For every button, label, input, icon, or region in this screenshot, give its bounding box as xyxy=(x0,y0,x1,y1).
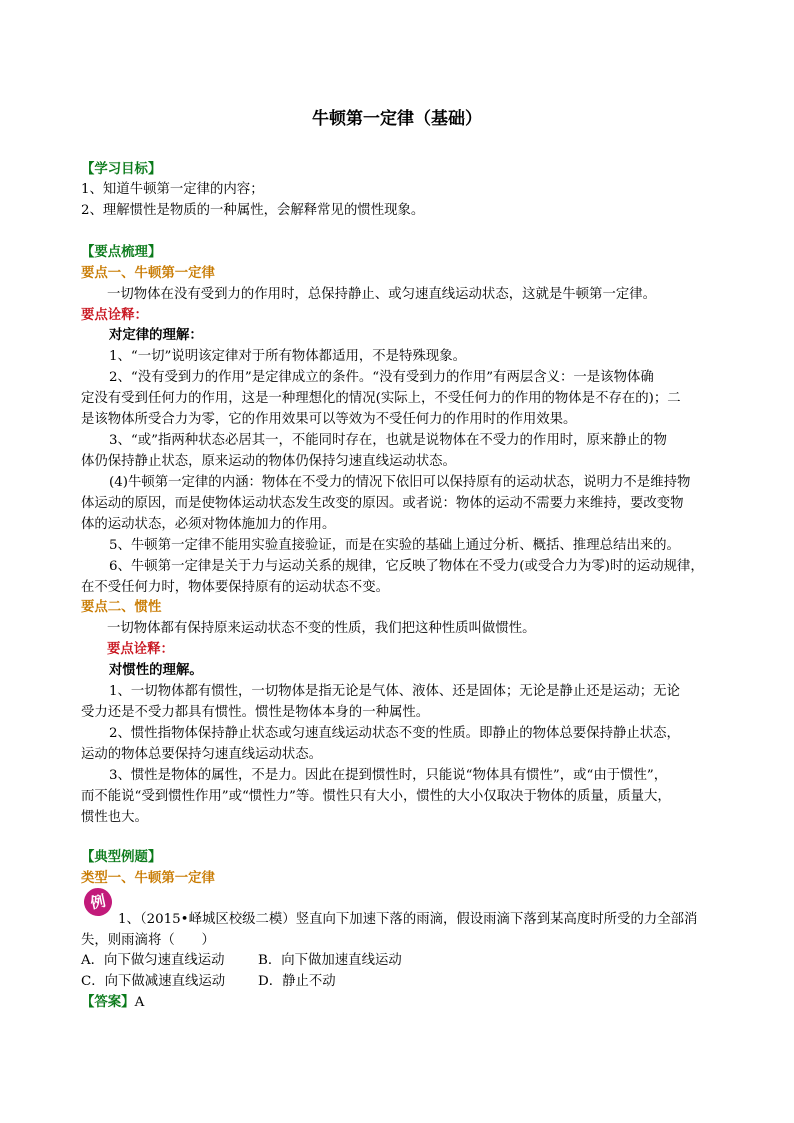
point2-line: 3、惯性是物体的属性，不是力。因此在提到惯性时，只能说“物体具有惯性”，或“由于惯性”， xyxy=(109,768,668,783)
objective-item: 2、理解惯性是物质的一种属性，会解释常见的惯性现象。 xyxy=(81,203,425,218)
example-type1-heading: 类型一、牛顿第一定律 xyxy=(81,871,215,886)
answer-value: A xyxy=(134,995,145,1010)
page-title: 牛顿第一定律（基础） xyxy=(312,109,482,129)
point1-line: 1、“一切”说明该定律对于所有物体都适用，不是特殊现象。 xyxy=(109,349,466,364)
point2-statement: 一切物体都有保持原来运动状态不变的性质，我们把这种性质叫做惯性。 xyxy=(107,621,536,636)
option-c: C．向下做减速直线运动 xyxy=(81,974,226,989)
option-d: D．静止不动 xyxy=(258,974,336,989)
point1-explain-label: 要点诠释： xyxy=(81,308,148,323)
option-b: B．向下做加速直线运动 xyxy=(258,953,402,968)
point2-heading: 要点二、惯性 xyxy=(81,600,162,615)
key-points-heading: 【要点梳理】 xyxy=(81,245,162,260)
point2-line: 惯性也大。 xyxy=(81,810,148,825)
point2-sub-heading: 对惯性的理解。 xyxy=(109,663,203,678)
point1-line: 2、“没有受到力的作用”是定律成立的条件。“没有受到力的作用”有两层含义：一是该物体确 xyxy=(109,370,654,385)
point2-line: 2、惯性指物体保持静止状态或匀速直线运动状态不变的性质。即静止的物体总要保持静止状态， xyxy=(109,726,680,741)
point2-line: 而不能说“受到惯性作用”或“惯性力”等。惯性只有大小，惯性的大小仅取决于物体的质量，质量大， xyxy=(81,789,671,804)
point1-line: 6、牛顿第一定律是关于力与运动关系的规律，它反映了物体在不受力(或受合力为零)时的运动规律， xyxy=(109,559,704,574)
question-line: 失，则雨滴将（ ） xyxy=(81,933,215,948)
point1-sub-heading: 对定律的理解： xyxy=(109,328,203,343)
point2-line: 受力还是不受力都具有惯性。惯性是物体本身的一种属性。 xyxy=(81,705,430,720)
point1-line: (4)牛顿第一定律的内涵：物体在不受力的情况下依旧可以保持原有的运动状态，说明力不是维持物 xyxy=(109,475,691,490)
point1-line: 定没有受到任何力的作用，这是一种理想化的情况(实际上，不受任何力的作用的物体是不存在的)；二 xyxy=(81,391,681,406)
point1-line: 是该物体所受合力为零，它的作用效果可以等效为不受任何力的作用时的作用效果。 xyxy=(81,412,577,427)
answer-line xyxy=(81,993,144,1013)
objectives-heading: 【学习目标】 xyxy=(81,162,162,177)
objective-item: 1、知道牛顿第一定律的内容； xyxy=(81,182,264,197)
point1-line: 体的运动状态，必须对物体施加力的作用。 xyxy=(81,517,336,532)
example-badge-icon: 例 xyxy=(81,885,114,918)
question-line: 1、（2015•峄城区校级二模）竖直向下加速下落的雨滴，假设雨滴下落到某高度时所受的力全部消 xyxy=(118,912,698,927)
point1-line: 体仍保持静止状态，原来运动的物体仍保持匀速直线运动状态。 xyxy=(81,454,456,469)
point1-statement: 一切物体在没有受到力的作用时，总保持静止、或匀速直线运动状态，这就是牛顿第一定律。 xyxy=(107,287,657,302)
point2-line: 运动的物体总要保持匀速直线运动状态。 xyxy=(81,747,323,762)
point1-heading: 要点一、牛顿第一定律 xyxy=(81,266,215,281)
examples-heading: 【典型例题】 xyxy=(81,850,162,865)
answer-label: 【答案】 xyxy=(81,995,135,1010)
point2-explain-label: 要点诠释： xyxy=(107,642,174,657)
point1-line: 在不受任何力时，物体要保持原有的运动状态不变。 xyxy=(81,580,389,595)
point1-line: 3、“或”指两种状态必居其一，不能同时存在，也就是说物体在不受力的作用时，原来静止的物 xyxy=(109,433,667,448)
point2-line: 1、一切物体都有惯性，一切物体是指无论是气体、液体、还是固体；无论是静止还是运动；无论 xyxy=(109,684,680,699)
point1-line: 5、牛顿第一定律不能用实验直接验证，而是在实验的基础上通过分析、概括、推理总结出来的。 xyxy=(109,538,680,553)
option-a: A．向下做匀速直线运动 xyxy=(81,953,225,968)
point1-line: 体运动的原因，而是使物体运动状态发生改变的原因。或者说：物体的运动不需要力来维持，要改变物 xyxy=(81,496,684,511)
